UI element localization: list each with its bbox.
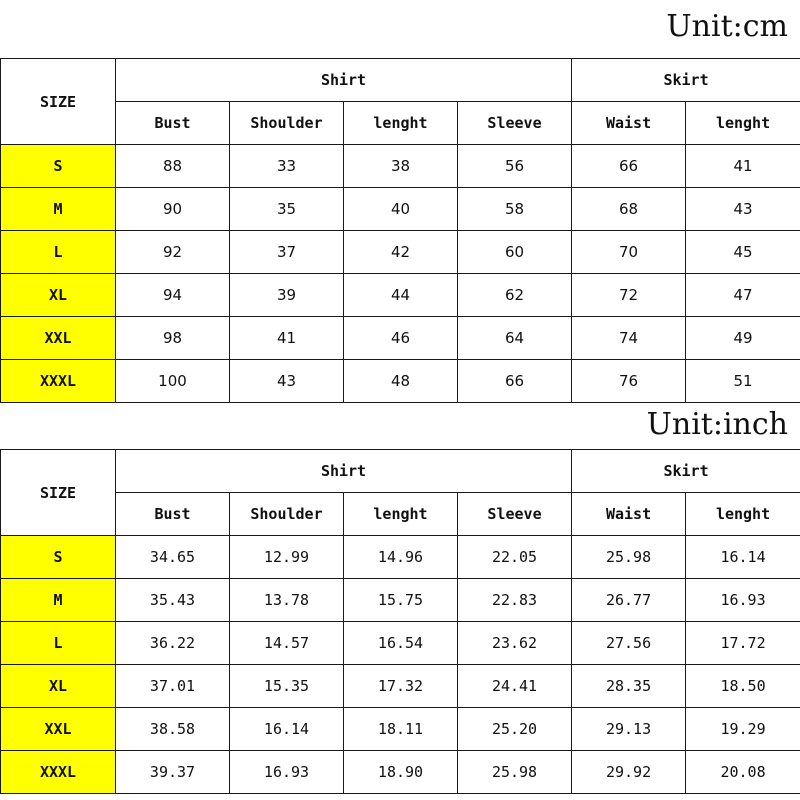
col-waist: Waist — [572, 102, 686, 145]
value-cell: 35.43 — [116, 579, 230, 622]
value-cell: 58 — [458, 188, 572, 231]
value-cell: 16.14 — [686, 536, 800, 579]
value-cell: 15.75 — [344, 579, 458, 622]
size-cell: XXL — [1, 708, 116, 751]
value-cell: 38 — [344, 145, 458, 188]
value-cell: 29.13 — [572, 708, 686, 751]
col-skirt-length: lenght — [686, 102, 800, 145]
value-cell: 64 — [458, 317, 572, 360]
value-cell: 22.05 — [458, 536, 572, 579]
table-row — [1, 579, 800, 622]
value-cell: 66 — [572, 145, 686, 188]
size-cell: XXXL — [1, 751, 116, 794]
value-cell: 25.98 — [572, 536, 686, 579]
value-cell: 100 — [116, 360, 230, 403]
size-cell: L — [1, 231, 116, 274]
size-table-inch — [0, 449, 800, 794]
value-cell: 40 — [344, 188, 458, 231]
value-cell: 60 — [458, 231, 572, 274]
value-cell: 29.92 — [572, 751, 686, 794]
value-cell: 48 — [344, 360, 458, 403]
size-cell: XXXL — [1, 360, 116, 403]
unit-label-cm: Unit:cm — [666, 9, 788, 44]
value-cell: 22.83 — [458, 579, 572, 622]
col-skirt-length: lenght — [686, 493, 800, 536]
value-cell: 36.22 — [116, 622, 230, 665]
col-sleeve: Sleeve — [458, 102, 572, 145]
size-header: SIZE — [1, 450, 116, 536]
size-cell: XL — [1, 665, 116, 708]
table-row — [1, 145, 800, 188]
size-cell: M — [1, 188, 116, 231]
table-body-cm — [1, 145, 800, 403]
value-cell: 47 — [686, 274, 800, 317]
value-cell: 34.65 — [116, 536, 230, 579]
value-cell: 41 — [686, 145, 800, 188]
size-table-cm — [0, 58, 800, 403]
value-cell: 43 — [686, 188, 800, 231]
table-row — [1, 317, 800, 360]
shirt-header: Shirt — [116, 59, 572, 102]
value-cell: 33 — [230, 145, 344, 188]
value-cell: 18.90 — [344, 751, 458, 794]
table-row — [1, 274, 800, 317]
value-cell: 92 — [116, 231, 230, 274]
col-shoulder: Shoulder — [230, 102, 344, 145]
col-shirt-length: lenght — [344, 102, 458, 145]
value-cell: 17.72 — [686, 622, 800, 665]
value-cell: 27.56 — [572, 622, 686, 665]
skirt-header: Skirt — [572, 450, 800, 493]
shirt-header: Shirt — [116, 450, 572, 493]
size-cell: XL — [1, 274, 116, 317]
value-cell: 72 — [572, 274, 686, 317]
value-cell: 45 — [686, 231, 800, 274]
table-row — [1, 622, 800, 665]
value-cell: 19.29 — [686, 708, 800, 751]
value-cell: 14.57 — [230, 622, 344, 665]
value-cell: 37.01 — [116, 665, 230, 708]
size-cell: S — [1, 536, 116, 579]
value-cell: 14.96 — [344, 536, 458, 579]
value-cell: 26.77 — [572, 579, 686, 622]
table-row — [1, 708, 800, 751]
size-cell: XXL — [1, 317, 116, 360]
value-cell: 49 — [686, 317, 800, 360]
value-cell: 39 — [230, 274, 344, 317]
col-sleeve: Sleeve — [458, 493, 572, 536]
value-cell: 15.35 — [230, 665, 344, 708]
size-header: SIZE — [1, 59, 116, 145]
col-bust: Bust — [116, 493, 230, 536]
col-shoulder: Shoulder — [230, 493, 344, 536]
value-cell: 37 — [230, 231, 344, 274]
value-cell: 38.58 — [116, 708, 230, 751]
unit-label-inch: Unit:inch — [646, 407, 788, 442]
value-cell: 68 — [572, 188, 686, 231]
value-cell: 44 — [344, 274, 458, 317]
value-cell: 41 — [230, 317, 344, 360]
value-cell: 42 — [344, 231, 458, 274]
table-row — [1, 188, 800, 231]
table-row — [1, 360, 800, 403]
value-cell: 88 — [116, 145, 230, 188]
size-cell: L — [1, 622, 116, 665]
skirt-header: Skirt — [572, 59, 800, 102]
value-cell: 62 — [458, 274, 572, 317]
col-shirt-length: lenght — [344, 493, 458, 536]
value-cell: 16.14 — [230, 708, 344, 751]
value-cell: 28.35 — [572, 665, 686, 708]
value-cell: 16.93 — [230, 751, 344, 794]
size-cell: S — [1, 145, 116, 188]
column-header-row — [1, 102, 800, 145]
value-cell: 46 — [344, 317, 458, 360]
value-cell: 13.78 — [230, 579, 344, 622]
value-cell: 20.08 — [686, 751, 800, 794]
value-cell: 18.11 — [344, 708, 458, 751]
value-cell: 23.62 — [458, 622, 572, 665]
value-cell: 39.37 — [116, 751, 230, 794]
value-cell: 18.50 — [686, 665, 800, 708]
table-row — [1, 536, 800, 579]
value-cell: 70 — [572, 231, 686, 274]
table-row — [1, 665, 800, 708]
value-cell: 24.41 — [458, 665, 572, 708]
col-bust: Bust — [116, 102, 230, 145]
value-cell: 25.20 — [458, 708, 572, 751]
value-cell: 17.32 — [344, 665, 458, 708]
value-cell: 98 — [116, 317, 230, 360]
value-cell: 94 — [116, 274, 230, 317]
table-body-inch — [1, 536, 800, 794]
value-cell: 66 — [458, 360, 572, 403]
table-row — [1, 751, 800, 794]
value-cell: 76 — [572, 360, 686, 403]
column-header-row — [1, 493, 800, 536]
value-cell: 25.98 — [458, 751, 572, 794]
value-cell: 16.54 — [344, 622, 458, 665]
value-cell: 35 — [230, 188, 344, 231]
col-waist: Waist — [572, 493, 686, 536]
size-cell: M — [1, 579, 116, 622]
value-cell: 12.99 — [230, 536, 344, 579]
value-cell: 43 — [230, 360, 344, 403]
value-cell: 90 — [116, 188, 230, 231]
value-cell: 56 — [458, 145, 572, 188]
table-row — [1, 231, 800, 274]
value-cell: 74 — [572, 317, 686, 360]
value-cell: 16.93 — [686, 579, 800, 622]
value-cell: 51 — [686, 360, 800, 403]
